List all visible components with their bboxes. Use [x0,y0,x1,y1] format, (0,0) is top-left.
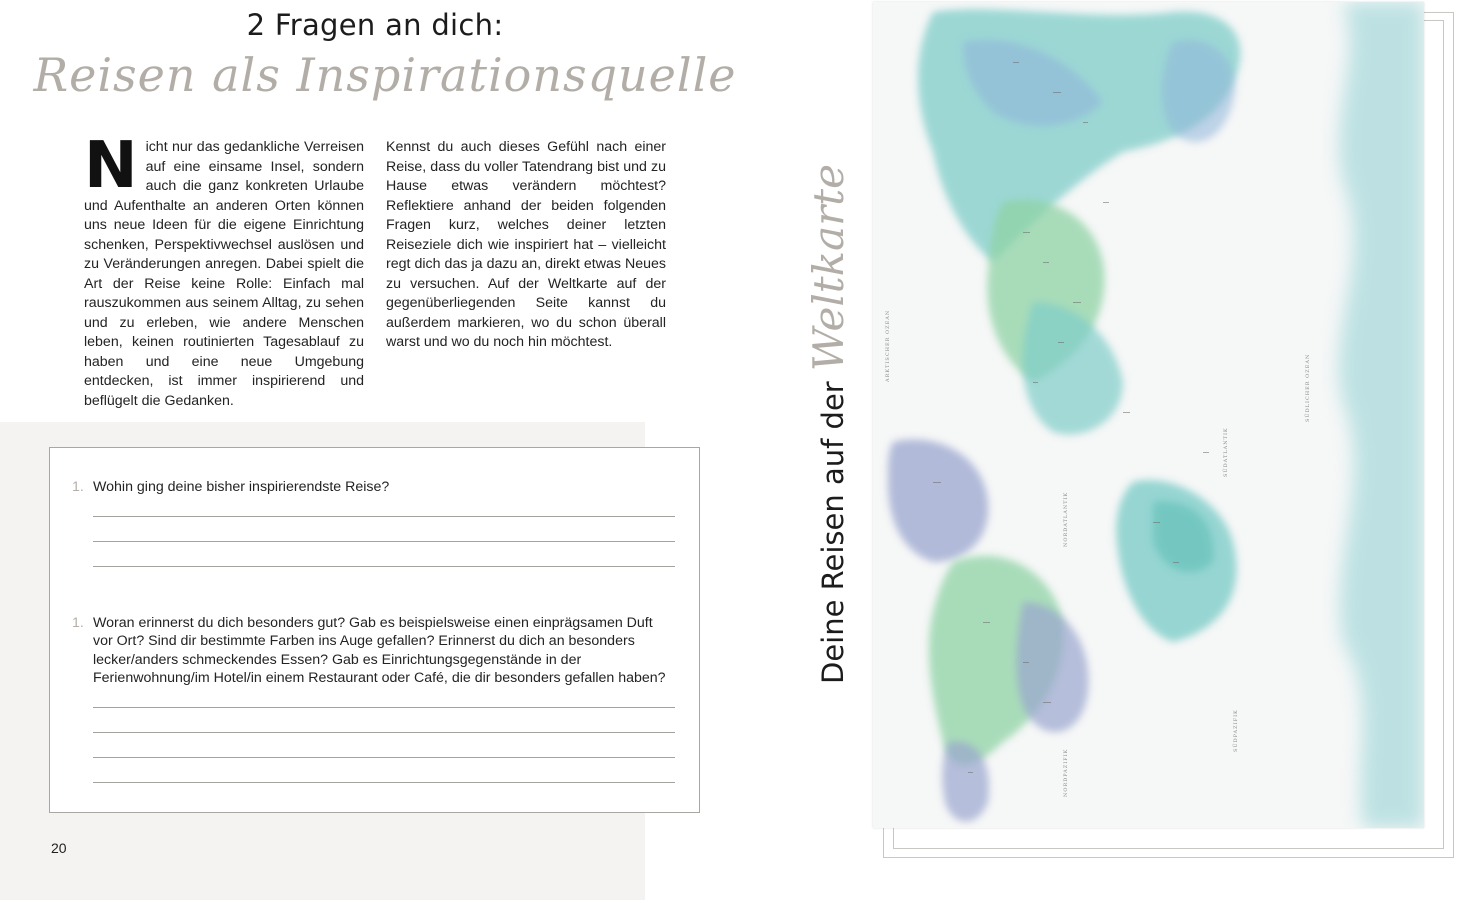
middle-east [1023,302,1123,435]
map-label-suedpazifik: SÜDPAZIFIK [1233,709,1239,752]
answer-line[interactable] [93,732,675,733]
vertical-title: Deine Reisen auf der [816,381,850,684]
intro-column-left [84,129,364,411]
australia [888,440,988,563]
answer-line[interactable] [93,782,675,783]
question-number: 1. [72,615,84,631]
vertical-title-script: Weltkarte [804,164,853,372]
map-label-arktis: ARKTISCHER OZEAN [885,309,891,382]
drop-cap: N [84,129,138,203]
north-america-east [1016,602,1088,732]
answer-line[interactable] [93,541,675,542]
question-text: Wohin ging deine bisher inspirierendste Reise? [93,479,390,495]
page-title: 2 Fragen an dich: [246,8,504,42]
question-1 [72,478,676,496]
answer-line[interactable] [93,516,675,517]
antarctica [1339,2,1424,828]
world-map-watercolor [873,2,1424,828]
answer-line[interactable] [93,757,675,758]
question-box [49,447,700,813]
map-label-suedatlantik: SÜDATLANTIK [1223,427,1229,477]
question-number: 1. [72,479,84,495]
page-number: 20 [51,840,67,856]
map-label-nordpazifik: NORDPAZIFIK [1063,748,1069,797]
question-2 [72,614,676,687]
page-subtitle-script: Reisen als Inspirationsquelle [33,48,737,102]
world-map [873,2,1424,828]
answer-line[interactable] [93,566,675,567]
map-label-suedlicher-ozean: SÜDLICHER OZEAN [1305,353,1311,422]
vertical-heading [804,164,853,684]
map-label-nordatlantik: NORDATLANTIK [1063,491,1069,547]
intro-text-left: icht nur das gedankliche Verreisen auf eine einsame Insel, sondern auch die ganz konkreten Urlaube und Aufenthalte an anderen Orten können uns neue Ideen für die eigene Einrichtung schenken, Perspektivwechsel auslösen und zu Veränderungen anregen. Dabei spielt die Art der Reise keine Rolle: Einfach mal rauszukommen aus seinem Alltag, zu sehen und zu erleben, wie andere Menschen leben, keinen routinierten Tagesablauf zu haben und eine neue Umgebung entdecken, ist immer inspirierend und beflügelt die Gedanken. [84,139,364,409]
answer-line[interactable] [93,707,675,708]
intro-column-right: Kennst du auch dieses Gefühl nach einer Reise, dass du voller Tatendrang bist und zu Hause etwas verändern möchtest? Reflektiere anhand der beiden folgenden Fragen kurz, welches deiner letzten Reiseziele dich wie inspiriert hat – vielleicht regt dich das ja dazu an, direkt etwas Neues zu versuchen. Auf der Weltkarte auf der gegenüberliegenden Seite kannst du außerdem markieren, wo du schon überall warst und wo du noch hin möchtest. [386,139,666,350]
question-text: Woran erinnerst du dich besonders gut? Gab es beispielsweise einen einprägsamen Duft vor Ort? Sind dir bestimmte Farben ins Auge gefallen? Erinnerst du dich an besonders lecker/anders schmeckendes Essen? Gab es Einrichtungsgegenstände in der Ferienwohnung/im Hotel/in einem Restaurant oder Café, die dir besonders gefallen haben? [93,615,666,686]
